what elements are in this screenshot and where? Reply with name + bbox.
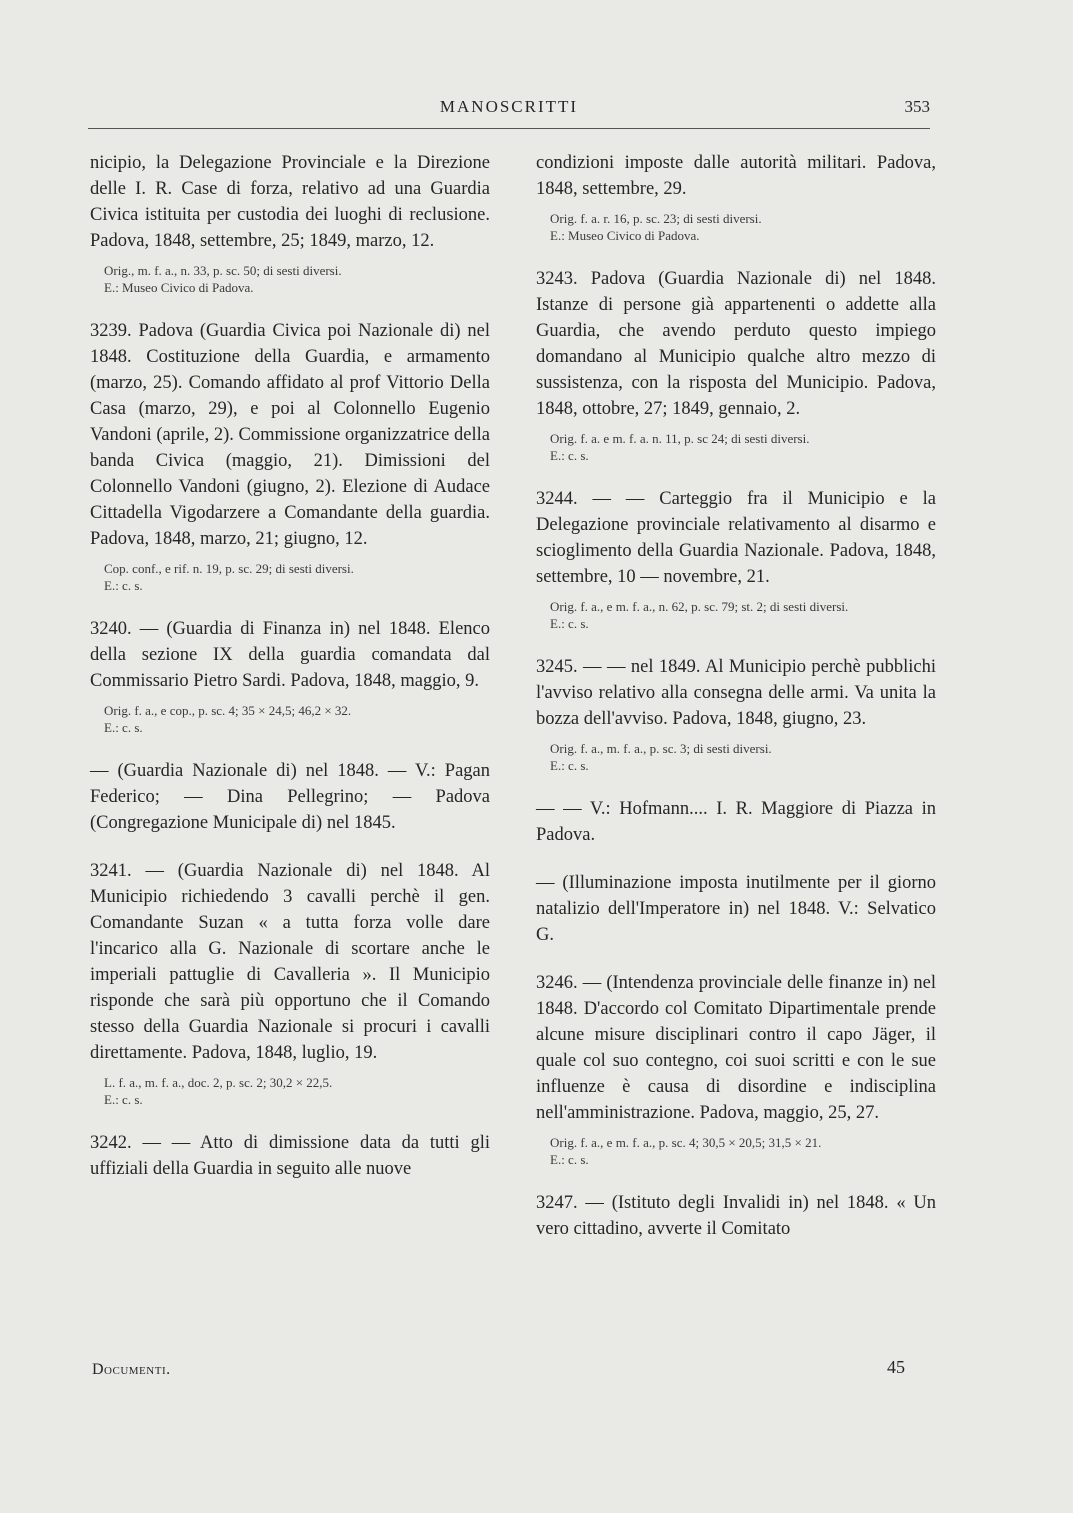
source-note-line: Orig. f. a., m. f. a., p. sc. 3; di sesti diversi. — [550, 741, 772, 756]
entry-source-note — [104, 560, 490, 594]
header-rule — [88, 128, 930, 129]
catalog-entry — [536, 870, 936, 948]
source-note-line: Cop. conf., e rif. n. 19, p. sc. 29; di sesti diversi. — [104, 561, 354, 576]
catalog-entry — [90, 1130, 490, 1182]
source-note-line: Orig. f. a., e m. f. a., p. sc. 4; 30,5 × 20,5; 31,5 × 21. — [550, 1135, 822, 1150]
left-column — [90, 150, 490, 1204]
source-note-line: Orig. f. a., e cop., p. sc. 4; 35 × 24,5; 46,2 × 32. — [104, 703, 352, 718]
catalog-entry — [90, 150, 490, 296]
entry-text: 3244. — — Carteggio fra il Municipio e la Delegazione provinciale relativamento al disarmo e scioglimento della Guardia Nazionale. Padova, 1848, settembre, 10 — novembre, 21. — [536, 489, 936, 587]
entry-source-note — [104, 1074, 490, 1108]
running-head-title: MANOSCRITTI — [439, 97, 579, 116]
source-note-line: L. f. a., m. f. a., doc. 2, p. sc. 2; 30,2 × 22,5. — [104, 1075, 333, 1090]
entry-text: 3242. — — Atto di dimissione data da tutti gli uffiziali della Guardia in seguito alle nuove — [90, 1133, 490, 1179]
running-head — [88, 97, 930, 121]
entry-text: 3246. — (Intendenza provinciale delle finanze in) nel 1848. D'accordo col Comitato Dipartimentale prende alcune misure disciplinari contro il capo Jäger, il quale col suo contegno, coi suoi scritti e con le sue influenze è causa di disordine e indisciplina nell'amministrazione. Padova, maggio, 25, 27. — [536, 973, 936, 1123]
source-note-line: E.: c. s. — [550, 758, 589, 773]
entry-text: nicipio, la Delegazione Provinciale e la Direzione delle I. R. Case di forza, relativo ad una Guardia Civica istituita per custodia dei luoghi di reclusione. Padova, 1848, settembre, 25; 1849, marzo, 12. — [90, 153, 490, 251]
entry-text: 3245. — — nel 1849. Al Municipio perchè pubblichi l'avviso relativo alla consegna delle armi. Va unita la bozza dell'avviso. Padova, 1848, giugno, 23. — [536, 657, 936, 729]
catalog-entry — [90, 758, 490, 836]
entry-text: — (Illuminazione imposta inutilmente per il giorno natalizio dell'Imperatore in) nel 1848. V.: Selvatico G. — [536, 873, 936, 945]
entry-text: 3239. Padova (Guardia Civica poi Nazionale di) nel 1848. Costituzione della Guardia, e armamento (marzo, 25). Comando affidato al prof Vittorio Della Casa (marzo, 29), e poi al Colonnello Eugenio Vandoni (aprile, 2). Commissione organizzatrice della banda Civica (maggio, 21). Dimissioni del Colonnello Vandoni (giugno, 2). Elezione di Audace Cittadella Vigodarzere a Comandante della guardia. Padova, 1848, marzo, 21; giugno, 12. — [90, 321, 490, 549]
entry-text: — — V.: Hofmann.... I. R. Maggiore di Piazza in Padova. — [536, 799, 936, 845]
source-note-line: E.: c. s. — [550, 1152, 589, 1167]
catalog-entry — [90, 318, 490, 594]
catalog-entry — [536, 796, 936, 848]
catalog-entry — [536, 1190, 936, 1242]
source-note-line: E.: c. s. — [104, 720, 143, 735]
catalog-entry — [536, 970, 936, 1168]
source-note-line: E.: Museo Civico di Padova. — [104, 280, 254, 295]
catalog-entry — [536, 150, 936, 244]
source-note-line: Orig. f. a., e m. f. a., n. 62, p. sc. 79; st. 2; di sesti diversi. — [550, 599, 849, 614]
source-note-line: E.: Museo Civico di Padova. — [550, 228, 700, 243]
entry-source-note — [104, 262, 490, 296]
entry-source-note — [104, 702, 490, 736]
source-note-line: Orig. f. a. e m. f. a. n. 11, p. sc 24; di sesti diversi. — [550, 431, 810, 446]
source-note-line: Orig., m. f. a., n. 33, p. sc. 50; di sesti diversi. — [104, 263, 342, 278]
footer-sheet-number: 45 — [887, 1357, 905, 1377]
entry-text: 3247. — (Istituto degli Invalidi in) nel 1848. « Un vero cittadino, avverte il Comitato — [536, 1193, 936, 1239]
catalog-entry — [90, 616, 490, 736]
source-note-line: E.: c. s. — [550, 616, 589, 631]
entry-text: 3243. Padova (Guardia Nazionale di) nel 1848. Istanze di persone già appartenenti o addette alla Guardia, che avendo perduto questo impiego domandano al Municipio qualche altro mezzo di sussistenza, con la risposta del Municipio. Padova, 1848, ottobre, 27; 1849, gennaio, 2. — [536, 269, 936, 419]
entry-text: condizioni imposte dalle autorità militari. Padova, 1848, settembre, 29. — [536, 153, 936, 199]
source-note-line: Orig. f. a. r. 16, p. sc. 23; di sesti diversi. — [550, 211, 762, 226]
footer-signature: Documenti. — [92, 1361, 171, 1378]
entry-text: 3240. — (Guardia di Finanza in) nel 1848. Elenco della sezione IX della guardia comandata dal Commissario Pietro Sardi. Padova, 1848, maggio, 9. — [90, 619, 490, 691]
right-column — [536, 150, 936, 1264]
entry-source-note — [550, 740, 936, 774]
entry-source-note — [550, 598, 936, 632]
entry-text: — (Guardia Nazionale di) nel 1848. — V.: Pagan Federico; — Dina Pellegrino; — Padova (Congregazione Municipale di) nel 1845. — [90, 761, 490, 833]
entry-source-note — [550, 430, 936, 464]
entry-source-note — [550, 210, 936, 244]
catalog-entry — [536, 266, 936, 464]
source-note-line: E.: c. s. — [550, 448, 589, 463]
catalog-entry — [536, 654, 936, 774]
source-note-line: E.: c. s. — [104, 578, 143, 593]
page-number: 353 — [904, 97, 930, 116]
catalog-entry — [536, 486, 936, 632]
entry-source-note — [550, 1134, 936, 1168]
catalog-entry — [90, 858, 490, 1108]
entry-text: 3241. — (Guardia Nazionale di) nel 1848. Al Municipio richiedendo 3 cavalli perchè il gen. Comandante Suzan « a tutta forza volle dare l'incarico alla G. Nazionale di scortare anche le imperiali pattuglie di Cavalleria ». Il Municipio risponde che sarà più opportuno che il Comando stesso della Guardia Nazionale si procuri i cavalli direttamente. Padova, 1848, luglio, 19. — [90, 861, 490, 1063]
source-note-line: E.: c. s. — [104, 1092, 143, 1107]
